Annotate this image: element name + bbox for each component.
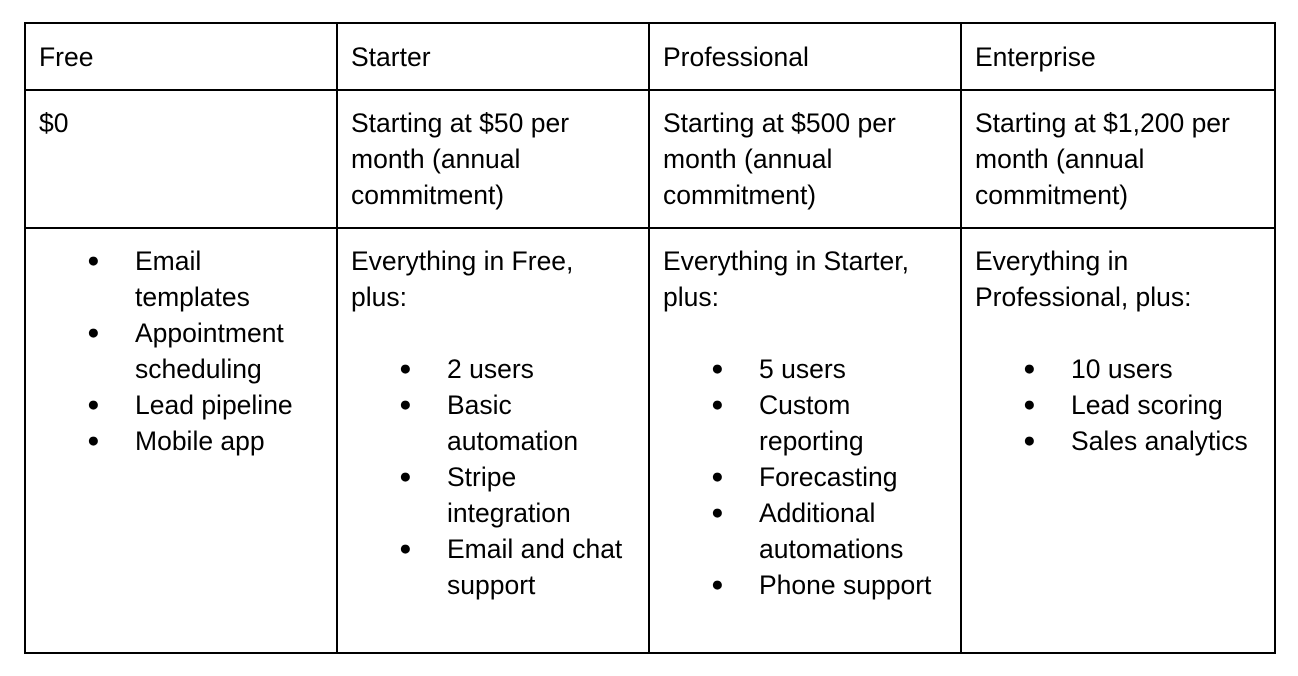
plan-name-row bbox=[25, 23, 1275, 90]
feature-item: ● Mobile app bbox=[87, 423, 323, 459]
plan-price-row bbox=[25, 90, 1275, 228]
plan-name-professional: Professional bbox=[649, 23, 961, 90]
plan-features-starter bbox=[337, 228, 649, 653]
pricing-table bbox=[24, 22, 1276, 654]
plan-name-free: Free bbox=[25, 23, 337, 90]
feature-item: ● Appointment scheduling bbox=[87, 315, 323, 387]
feature-item: ● Custom reporting bbox=[711, 387, 947, 459]
feature-item: ● 5 users bbox=[711, 351, 947, 387]
feature-item: ● Stripe integration bbox=[399, 459, 635, 531]
feature-item: ● Additional automations bbox=[711, 495, 947, 567]
features-intro-enterprise: Everything in Professional, plus: bbox=[975, 246, 1192, 312]
plan-name-starter: Starter bbox=[337, 23, 649, 90]
plan-price-free: $0 bbox=[25, 90, 337, 228]
feature-list-starter bbox=[351, 351, 635, 603]
feature-item: ● Basic automation bbox=[399, 387, 635, 459]
plan-features-enterprise bbox=[961, 228, 1275, 653]
features-intro-professional: Everything in Starter, plus: bbox=[663, 246, 909, 312]
feature-list-professional bbox=[663, 351, 947, 603]
feature-item: ● Email and chat support bbox=[399, 531, 635, 603]
feature-item: ● 10 users bbox=[1023, 351, 1261, 387]
feature-item: ● Email templates bbox=[87, 243, 323, 315]
feature-item: ● Forecasting bbox=[711, 459, 947, 495]
feature-item: ● Phone support bbox=[711, 567, 947, 603]
plan-price-starter: Starting at $50 per month (annual commitment) bbox=[337, 90, 649, 228]
feature-item: ● Lead pipeline bbox=[87, 387, 323, 423]
feature-item: ● Lead scoring bbox=[1023, 387, 1261, 423]
feature-item: ● 2 users bbox=[399, 351, 635, 387]
plan-features-professional bbox=[649, 228, 961, 653]
plan-features-row bbox=[25, 228, 1275, 653]
feature-list-free bbox=[39, 243, 323, 459]
feature-item: ● Sales analytics bbox=[1023, 423, 1261, 459]
features-intro-starter: Everything in Free, plus: bbox=[351, 246, 574, 312]
plan-features-free bbox=[25, 228, 337, 653]
feature-list-enterprise bbox=[975, 351, 1261, 459]
plan-price-professional: Starting at $500 per month (annual commitment) bbox=[649, 90, 961, 228]
plan-price-enterprise: Starting at $1,200 per month (annual commitment) bbox=[961, 90, 1275, 228]
plan-name-enterprise: Enterprise bbox=[961, 23, 1275, 90]
